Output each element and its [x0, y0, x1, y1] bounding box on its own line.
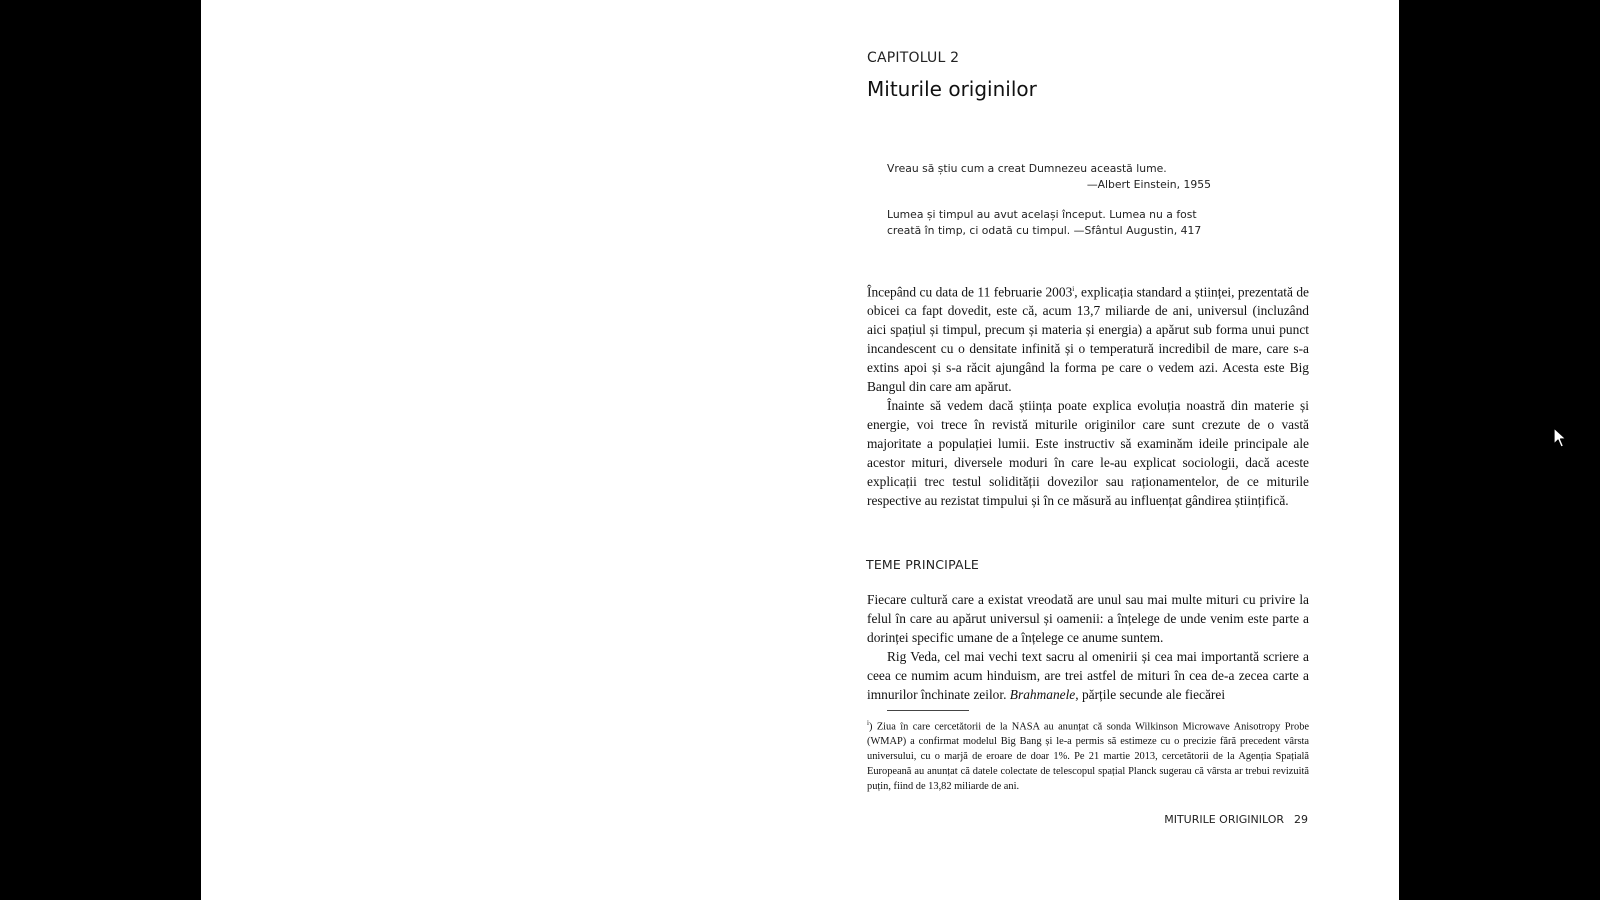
epigraph-einstein [887, 161, 1211, 193]
running-footer [1100, 813, 1308, 826]
paragraph [867, 647, 1309, 704]
footnote-text: ) Ziua în care cercetătorii de la NASA au anunțat că sonda Wilkinson Microwave Anisotropy Probe (WMAP) a confirmat modelul Big Bang și le-a permis să estimeze cu o precizie fără precedent vârsta universului, cu o marjă de eroare de doar 1%. Pe 21 martie 2013, cercetătorii de la Agenția Spațială Europeană au anunțat că datele colectate de telescopul spațial Planck sugerau că vârsta ar trebui revizuită puțin, fiind de 13,82 miliarde de ani. [867, 721, 1309, 793]
paragraph-text: , părțile secunde ale fiecărei [1075, 687, 1226, 702]
chapter-number: CAPITOLUL 2 [867, 50, 960, 66]
paragraph [867, 280, 1309, 396]
paragraph-text: , explicația standard a științei, prezentată de obicei ca fapt dovedit, este că, acum 13,7 miliarde de ani, universul (incluzând aici spațiul și timpul, precum și materia și energia) a apărut sub forma unui punct incandescent cu o densitate infinită și o temperatură incredibil de mare, care s-a extins apoi și s-a răcit ajungând la forma pe care o vedem azi. Acesta este Big Bangul din care am apărut. [867, 284, 1310, 395]
section-text [867, 590, 1309, 704]
footnote-divider [887, 710, 969, 711]
paragraph: Înainte să vedem dacă știința poate explica evoluția noastră din materie și energie, voi trece în revistă miturile originilor care sunt crezute de o vastă majoritate a populației lumii. Este instructiv să examinăm ideile principale ale acestor mituri, diversele moduri în care le-au explicat sociologii, dacă aceste explicații trec testul solidității dovezilor sau raționamentelor, de ce miturile respective au rezistat timpului și în ce măsură au influențat gândirea științifică. [867, 398, 1309, 509]
page-number: 29 [1294, 813, 1308, 826]
paragraph-text: Începând cu data de 11 februarie 2003 [867, 284, 1073, 300]
epigraph-augustin [887, 207, 1211, 239]
paragraph-text: Rig Veda, cel mai vechi text sacru al omenirii și cea mai importantă scriere a ceea ce numim acum hinduism, are trei astfel de mituri în cea de-a zecea carte a imnurilor închinate zeilor. [867, 649, 1309, 702]
epigraph-attribution: —Albert Einstein, 1955 [1086, 178, 1211, 191]
italic-term: Brahmanele [1009, 687, 1076, 702]
mouse-pointer-icon [1553, 427, 1567, 449]
footnote [867, 716, 1309, 794]
footnote-marker: i [1072, 285, 1075, 293]
chapter-title: Miturile originilor [867, 77, 1037, 101]
footnote-marker: i [867, 719, 869, 727]
intro-text [867, 280, 1309, 510]
epigraph-text: Lumea și timpul au avut același început. Lumea nu a fost creată în timp, ci odată cu timpul. —Sfântul Augustin, 417 [887, 208, 1202, 237]
epigraph-text: Vreau să știu cum a creat Dumnezeu această lume. [887, 162, 1167, 175]
section-heading: TEME PRINCIPALE [866, 557, 980, 572]
paragraph: Fiecare cultură care a existat vreodată are unul sau mai multe mituri cu privire la felul în care au apărut universul și oamenii: a înțelege de unde venim este parte a dorinței specific umane de a înțelege ce anume suntem. [867, 592, 1309, 645]
running-title: MITURILE ORIGINILOR [1164, 813, 1284, 826]
